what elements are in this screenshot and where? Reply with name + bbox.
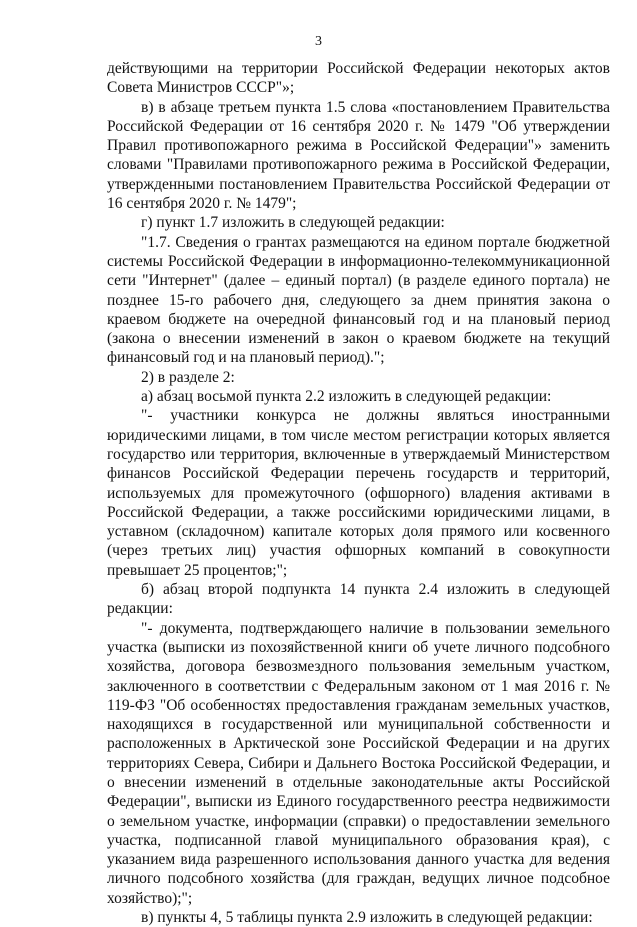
paragraph-amendment-v-table: в) пункты 4, 5 таблицы пункта 2.9 изложить в следующей редакции: xyxy=(141,909,593,927)
document-body xyxy=(107,59,610,927)
paragraph-amendment-a: а) абзац восьмой пункта 2.2 изложить в следующей редакции: xyxy=(141,388,552,406)
paragraph-participants-requirement: "- участники конкурса не должны являться иностранными юридическими лицами, в том числе местом регистрации которых является государство или территория, включенные в утверждаемый Министерством финансов Российской Федерации перечень государств и территорий, используемых для промежуточного (офшорного) владения активами в Российской Федерации, а также российскими юридическими лицами, в уставном (складочном) капитале которых доля прямого или косвенного (через третьих лиц) участия офшорных компаний в совокупности превышает 25 процентов;"; xyxy=(107,407,610,579)
paragraph-continuation: действующими на территории Российской Федерации некоторых актов Совета Министров СССР"»; xyxy=(107,60,610,97)
paragraph-amendment-b: б) абзац второй подпункта 14 пункта 2.4 изложить в следующей редакции: xyxy=(107,581,610,618)
paragraph-clause-1-7: "1.7. Сведения о грантах размещаются на едином портале бюджетной системы Российской Федерации в информационно-телекоммуникационной сети "Интернет" (далее – единый портал) (в разделе единого портала) не позднее 15-го рабочего дня, следующего за днем принятия закона о краевом бюджете на очередной финансовый год и на плановый период (закона о внесении изменений в закон о краевом бюджете на текущий финансовый год и на плановый период)."; xyxy=(107,233,610,367)
paragraph-amendment-v: в) в абзаце третьем пункта 1.5 слова «постановлением Правительства Российской Федерации от 16 сентября 2020 г. № 1479 "Об утверждении Правил противопожарного режима в Российской Федерации"» заменить словами "Правилами противопожарного режима в Российской Федерации, утвержденными постановлением Правительства Российской Федерации от 16 сентября 2020 г. № 1479"; xyxy=(107,98,610,213)
paragraph-land-document: "- документа, подтверждающего наличие в пользовании земельного участка (выписки из похозяйственной книги об учете личного подсобного хозяйства, договора безвозмездного пользования земельным участком, заключенного в соответствии с Федеральным законом от 1 мая 2016 г. № 119-ФЗ "Об особенностях предоставления гражданам земельных участков, находящихся в государственной или муниципальной собственности и расположенных в Арктической зоне Российской Федерации и на других территориях Севера, Сибири и Дальнего Востока Российской Федерации, и о внесении изменений в отдельные законодательные акты Российской Федерации", выписки из Единого государственного реестра недвижимости о земельном участке, информации (справки) о предоставлении земельного участка, подписанной главой муниципального образования края), с указанием вида разрешенного использования данного участка для ведения личного подсобного хозяйства (для граждан, ведущих личное подсобное хозяйство);"; xyxy=(107,619,610,907)
paragraph-amendment-g: г) пункт 1.7 изложить в следующей редакции: xyxy=(141,214,445,232)
page-number: 3 xyxy=(315,34,322,49)
paragraph-section-2: 2) в разделе 2: xyxy=(141,368,235,386)
